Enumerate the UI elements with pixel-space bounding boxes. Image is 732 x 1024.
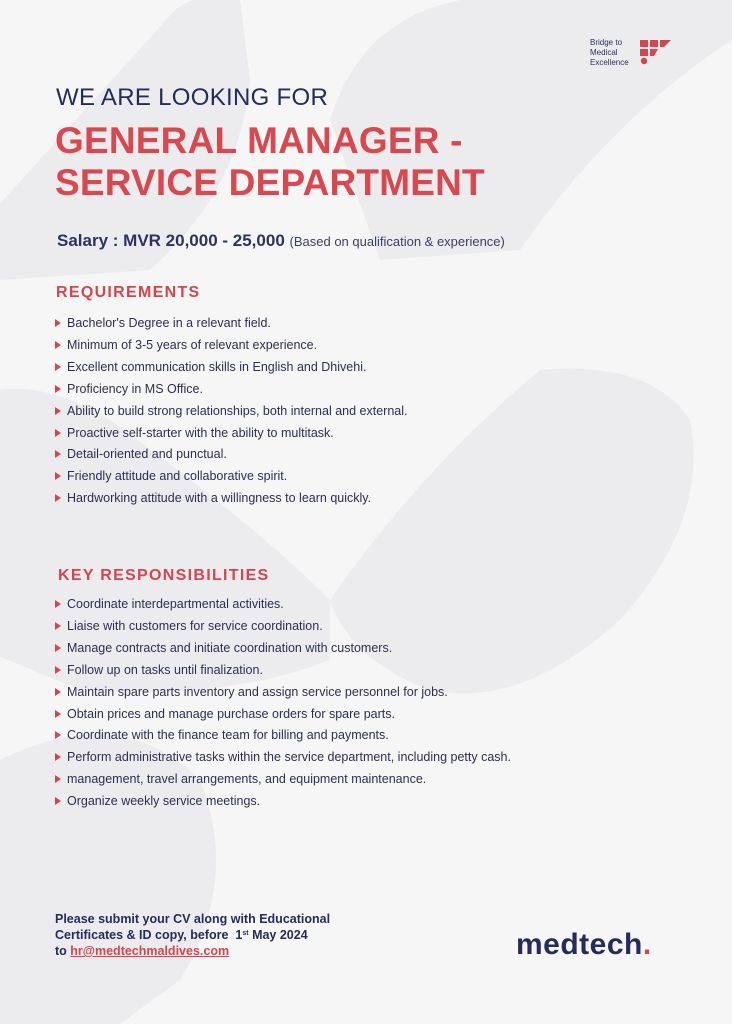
bullet-arrow-icon — [55, 385, 61, 393]
deadline-day: 1 — [235, 928, 243, 942]
list-item — [55, 747, 675, 769]
list-item-text: management, travel arrangements, and equipment maintenance. — [67, 772, 427, 787]
salary-line — [57, 231, 505, 251]
bullet-arrow-icon — [55, 644, 61, 652]
list-item — [55, 401, 675, 423]
instructions-text: to — [55, 944, 67, 958]
list-item-text: Bachelor's Degree in a relevant field. — [67, 316, 271, 330]
list-item — [55, 466, 675, 488]
email-link[interactable]: hr@medtechmaldives.com — [70, 944, 230, 958]
job-title-line: SERVICE DEPARTMENT — [55, 162, 485, 203]
list-item — [55, 423, 675, 445]
list-item — [55, 638, 675, 660]
bullet-arrow-icon — [55, 753, 61, 761]
responsibilities-list — [55, 594, 675, 813]
deadline-month-year: May 2024 — [252, 928, 308, 942]
instructions-line — [55, 943, 375, 959]
salary-amount: MVR 20,000 - 25,000 — [123, 231, 285, 250]
bullet-arrow-icon — [55, 319, 61, 327]
job-title-line: GENERAL MANAGER - — [55, 120, 463, 161]
brand-mark-icon — [638, 38, 672, 66]
bullet-arrow-icon — [55, 429, 61, 437]
list-item-text: Hardworking attitude with a willingness to learn quickly. — [67, 491, 372, 506]
list-item-text: Friendly attitude and collaborative spirit. — [67, 469, 288, 484]
brand-tagline — [590, 38, 638, 68]
bullet-arrow-icon — [55, 688, 61, 696]
instructions-line — [55, 927, 375, 943]
list-item-text: Detail-oriented and punctual. — [67, 447, 227, 462]
tagline-line: Excellence — [590, 58, 629, 67]
list-item — [55, 357, 675, 379]
list-item-text: Proactive self-starter with the ability to multitask. — [67, 425, 334, 440]
list-item — [55, 616, 675, 638]
tagline-line: Bridge to — [590, 38, 623, 47]
eyebrow-heading: WE ARE LOOKING FOR — [56, 84, 329, 111]
list-item-text: Minimum of 3-5 years of relevant experience. — [67, 337, 318, 352]
bullet-arrow-icon — [55, 797, 61, 805]
list-item-text: Coordinate interdepartmental activities. — [67, 597, 284, 611]
requirements-heading: REQUIREMENTS — [56, 284, 201, 301]
list-item-text: Manage contracts and initiate coordination with customers. — [67, 640, 393, 655]
bullet-arrow-icon — [55, 666, 61, 674]
list-item-text: Liaise with customers for service coordination. — [67, 618, 323, 633]
list-item — [55, 335, 675, 357]
list-item — [55, 488, 675, 510]
list-item — [55, 594, 675, 616]
list-item — [55, 313, 675, 335]
responsibilities-heading: KEY RESPONSIBILITIES — [58, 567, 270, 584]
list-item-text: Excellent communication skills in English and Dhivehi. — [67, 359, 367, 374]
bullet-arrow-icon — [55, 775, 61, 783]
bullet-arrow-icon — [55, 622, 61, 630]
deadline-suffix: st — [242, 930, 249, 937]
bullet-arrow-icon — [55, 710, 61, 718]
bullet-arrow-icon — [55, 731, 61, 739]
list-item-text: Proficiency in MS Office. — [67, 381, 203, 396]
list-item-text: Follow up on tasks until finalization. — [67, 662, 263, 677]
instructions-text: Certificates & ID copy, before — [55, 928, 229, 942]
list-item-text: Coordinate with the finance team for billing and payments. — [67, 728, 389, 743]
requirements-list — [55, 313, 675, 510]
list-item — [55, 379, 675, 401]
medtech-logo — [516, 928, 652, 962]
job-title — [55, 120, 675, 204]
list-item — [55, 444, 675, 466]
bullet-arrow-icon — [55, 407, 61, 415]
application-instructions — [55, 911, 375, 959]
tagline-line: Medical — [590, 48, 618, 57]
list-item — [55, 725, 675, 747]
list-item-text: Perform administrative tasks within the service department, including petty cash. — [67, 750, 511, 765]
salary-label: Salary : — [57, 231, 119, 250]
bullet-arrow-icon — [55, 341, 61, 349]
logo-text: medtech — [516, 928, 643, 961]
list-item-text: Organize weekly service meetings. — [67, 794, 261, 809]
bullet-arrow-icon — [55, 494, 61, 502]
list-item-text: Obtain prices and manage purchase orders for spare parts. — [67, 706, 395, 721]
bullet-arrow-icon — [55, 600, 61, 608]
bullet-arrow-icon — [55, 450, 61, 458]
salary-note: (Based on qualification & experience) — [289, 234, 505, 249]
list-item — [55, 660, 675, 682]
logo-accent: . — [642, 928, 652, 961]
list-item-text: Ability to build strong relationships, both internal and external. — [67, 403, 408, 418]
list-item — [55, 769, 675, 791]
instructions-line: Please submit your CV along with Educational — [55, 912, 331, 926]
list-item-text: Maintain spare parts inventory and assign service personnel for jobs. — [67, 684, 448, 699]
list-item — [55, 682, 675, 704]
list-item — [55, 704, 675, 726]
list-item — [55, 791, 675, 813]
bullet-arrow-icon — [55, 363, 61, 371]
bullet-arrow-icon — [55, 472, 61, 480]
